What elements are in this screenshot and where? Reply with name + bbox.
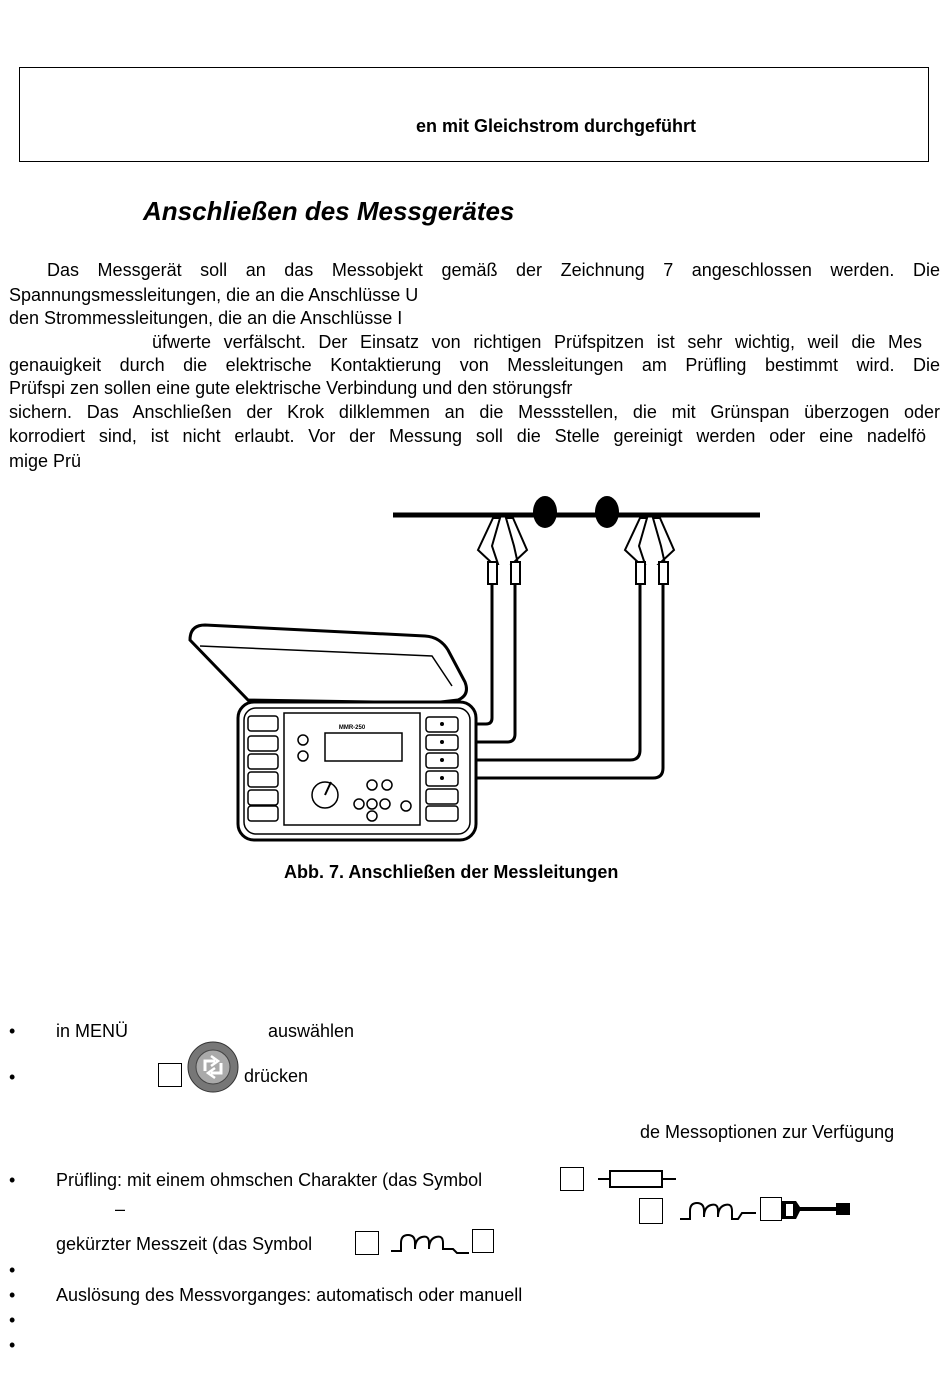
list-item-trigger: Auslösung des Messvorganges: automatisch oder manuell xyxy=(56,1285,523,1305)
list-item-press: drücken xyxy=(244,1066,309,1086)
conductor-joint xyxy=(533,496,619,528)
list-bullet: • xyxy=(9,1285,16,1305)
list-bullet: • xyxy=(9,1067,16,1087)
paragraph-line: den Strommessleitungen, die an die Anschlüsse I xyxy=(9,308,403,328)
list-bullet: • xyxy=(9,1021,16,1041)
probe-clips xyxy=(478,518,674,584)
left-panel-buttons xyxy=(248,716,278,821)
list-bullet: • xyxy=(9,1170,16,1190)
section-heading: Anschließen des Messgerätes xyxy=(143,196,515,226)
symbol-placeholder-box xyxy=(560,1167,584,1191)
confirm-button-icon[interactable] xyxy=(187,1041,239,1093)
paragraph-line: Prüfspi zen sollen eine gute elektrische Verbindung und den störungsfr xyxy=(9,378,573,398)
key-placeholder-box xyxy=(158,1063,182,1087)
paragraph-line: Das Messgerät soll an das Messobjekt gemäß der Zeichnung 7 angeschlossen werden. Die xyxy=(47,260,940,280)
list-bullet: • xyxy=(9,1260,16,1280)
list-item-shortened: gekürzter Messzeit (das Symbol xyxy=(56,1234,313,1254)
measuring-leads xyxy=(458,584,663,778)
paragraph-line: Spannungsmessleitungen, die an die Anschlüsse U xyxy=(9,285,419,305)
inductive-symbol-icon xyxy=(680,1199,756,1223)
symbol-placeholder-box xyxy=(472,1229,494,1253)
list-bullet: • xyxy=(9,1335,16,1355)
plug-symbol-icon xyxy=(778,1199,854,1221)
list-item-menu: in MENÜ xyxy=(56,1021,129,1041)
figure-caption: Abb. 7. Anschließen der Messleitungen xyxy=(284,862,619,882)
resistor-symbol-icon xyxy=(598,1167,678,1191)
connection-diagram xyxy=(0,490,950,850)
list-item-select: auswählen xyxy=(268,1021,355,1041)
short-time-symbol-icon xyxy=(391,1231,471,1255)
symbol-placeholder-box xyxy=(355,1231,379,1255)
list-item-resistive: Prüfling: mit einem ohmschen Charakter (das Symbol xyxy=(56,1170,483,1190)
paragraph-line: üfwerte verfälscht. Der Einsatz von richtigen Prüfspitzen ist sehr wichtig, weil die Mes xyxy=(152,332,922,352)
paragraph-line: genauigkeit durch die elektrische Kontaktierung von Messleitungen am Prüfling bestimmt wird. Die xyxy=(9,355,940,375)
paragraph-line: mige Prü xyxy=(9,451,82,471)
symbol-placeholder-box xyxy=(639,1198,663,1224)
options-line: de Messoptionen zur Verfügung xyxy=(640,1122,895,1142)
device-display xyxy=(325,733,402,761)
device-model-label: MMR-250 xyxy=(338,725,366,731)
paragraph-line: korrodiert sind, ist nicht erlaubt. Vor der Messung soll die Stelle gereinigt werden oder eine nadelfö xyxy=(9,426,926,446)
list-dash: – xyxy=(115,1199,126,1219)
note-box xyxy=(19,67,929,162)
device-lid xyxy=(190,625,466,703)
list-bullet: • xyxy=(9,1310,16,1330)
note-box-text: en mit Gleichstrom durchgeführt xyxy=(416,116,697,136)
paragraph-line: sichern. Das Anschließen der Krok dilklemmen an die Messstellen, die mit Grünspan überzogen oder xyxy=(9,402,940,422)
